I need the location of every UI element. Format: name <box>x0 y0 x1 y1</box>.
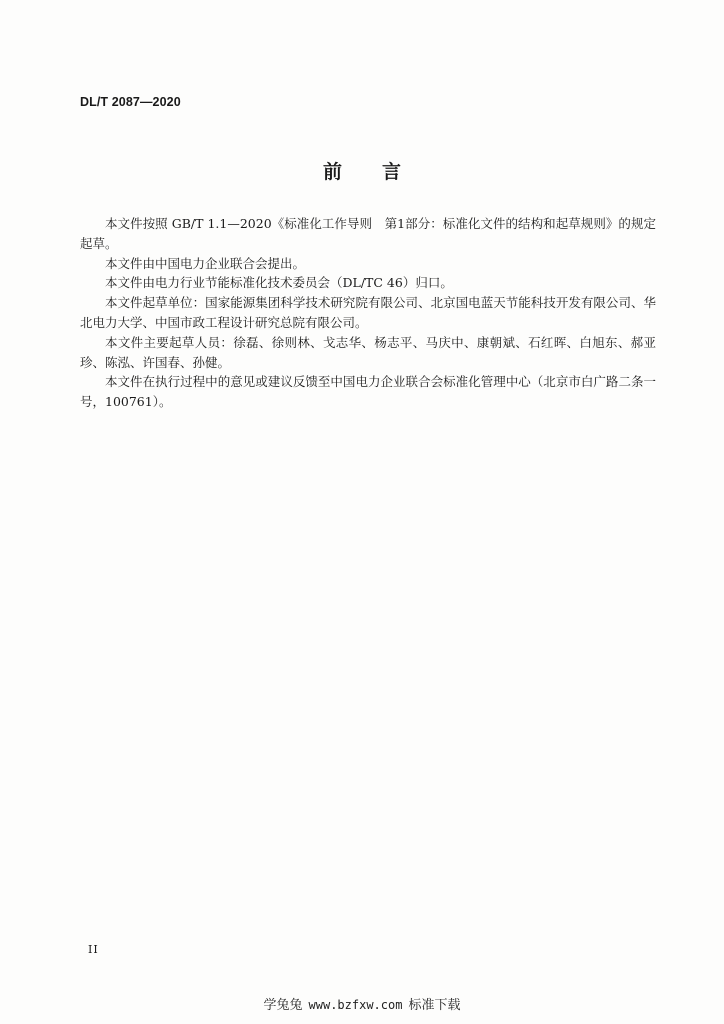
page-number: II <box>88 943 99 956</box>
document-code: DL/T 2087—2020 <box>80 95 181 109</box>
footer-watermark <box>0 994 724 1013</box>
section-title-char-1: 前 <box>322 161 342 183</box>
watermark-site-name: 学兔兔 <box>263 998 303 1013</box>
section-title-char-2: 言 <box>382 161 402 183</box>
foreword-body <box>80 214 656 412</box>
paragraph-drafting-units: 本文件起草单位：国家能源集团科学技术研究院有限公司、北京国电蓝天节能科技开发有限公司、华北电力大学、中国市政工程设计研究总院有限公司。 <box>80 295 656 330</box>
watermark-url[interactable]: www.bzfxw.com <box>308 998 403 1012</box>
paragraph-feedback: 本文件在执行过程中的意见或建议反馈至中国电力企业联合会标准化管理中心（北京市白广路二条一号，100761）。 <box>80 374 656 410</box>
paragraph-proposer: 本文件由中国电力企业联合会提出。 <box>105 255 306 271</box>
paragraph-drafters: 本文件主要起草人员：徐磊、徐则林、戈志华、杨志平、马庆中、康朝斌、石红晖、白旭东、郝亚珍、陈泓、许国春、孙健。 <box>80 334 656 370</box>
section-title <box>0 160 724 184</box>
paragraph-technical-committee: 本文件由电力行业节能标准化技术委员会（DL/TC 46）归口。 <box>105 275 453 291</box>
paragraph-drafting-rules: 本文件按照 GB/T 1.1—2020《标准化工作导则 第1部分：标准化文件的结构和起草规则》的规定起草。 <box>80 216 656 251</box>
watermark-tagline: 标准下载 <box>408 998 461 1013</box>
